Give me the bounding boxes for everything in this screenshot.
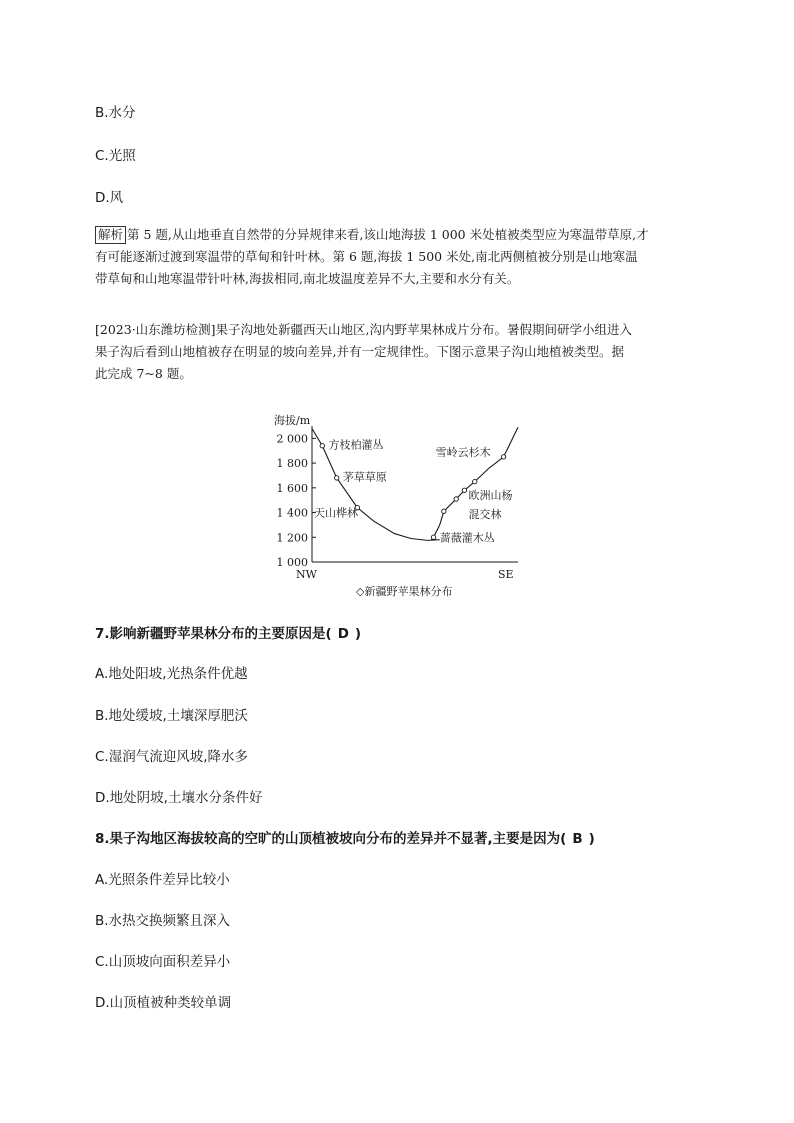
vegetation-label: 混交林 [468,507,502,521]
vegetation-label: 天山桦林 [314,506,359,520]
option-d-top: D.风 [95,190,124,206]
analysis-line: 带草甸和山地寒温带针叶林,海拔相同,南北坡温度差异不大,主要和水分有关。 [95,271,520,286]
analysis-line: 第 5 题,从山地垂直自然带的分异规律来看,该山地海拔 1 000 米处植被类型应为寒温带草原,才 [127,227,649,242]
analysis-block [95,224,695,290]
q7-option-a: A.地处阳坡,光热条件优越 [95,666,248,682]
q7-option-c: C.湿润气流迎风坡,降水多 [95,749,249,765]
option-c-top: C.光照 [95,148,136,164]
q7-option-b: B.地处缓坡,土壤深厚肥沃 [95,708,248,724]
intro-line: [2023·山东潍坊检测]果子沟地处新疆西天山地区,沟内野苹果林成片分布。暑假期间研学小组进入 [95,322,633,337]
chart-y-axis-label: 海拔/m [274,414,311,427]
question-8-number: 8. [95,831,110,847]
apple-forest-marker [442,509,446,513]
y-tick-label: 1 800 [276,457,308,471]
apple-forest-marker [335,476,339,480]
y-tick-label: 1 400 [276,506,308,520]
y-tick-label: 1 000 [276,556,308,569]
vegetation-label: 欧洲山杨 [468,489,513,503]
question-8-answer: B [572,831,583,847]
q7-option-d: D.地处阴坡,土壤水分条件好 [95,790,263,806]
apple-forest-marker [473,479,477,483]
intro-block [95,319,695,385]
apple-forest-marker [462,488,466,492]
vegetation-label: 雪岭云杉木 [435,445,491,459]
y-tick-label: 1 200 [276,531,308,545]
analysis-line: 有可能逐渐过渡到寒温带的草甸和针叶林。第 6 题,海拔 1 500 米处,南北两侧植被分别是山地寒温 [95,249,638,264]
chart-legend: ◇新疆野苹果林分布 [356,585,453,598]
chart-x-left-label: NW [296,568,317,581]
y-tick-label: 2 000 [276,432,308,446]
apple-forest-marker [320,444,324,448]
question-7-number: 7. [95,626,110,642]
vegetation-label: 蔷薇灌木丛 [439,531,495,545]
question-8-close: ) [588,831,595,847]
question-8 [95,827,595,847]
question-7 [95,622,361,642]
y-tick-label: 1 600 [276,481,308,495]
analysis-tag: 解析 [95,226,126,244]
intro-line: 此完成 7~8 题。 [95,366,192,381]
vegetation-label: 茅草草原 [342,470,387,484]
question-8-stem: 果子沟地区海拔较高的空旷的山顶植被坡向分布的差异并不显著,主要是因为( [109,831,567,847]
vegetation-label: 方枝柏灌丛 [328,438,384,452]
q8-option-c: C.山顶坡向面积差异小 [95,954,231,970]
apple-forest-marker [431,535,435,539]
question-7-stem: 影响新疆野苹果林分布的主要原因是( [109,626,332,642]
apple-forest-marker [501,455,505,459]
q8-option-b: B.水热交换频繁且深入 [95,913,231,929]
vegetation-profile-chart [260,410,540,605]
intro-line: 果子沟后看到山地植被存在明显的坡向差异,并有一定规律性。下图示意果子沟山地植被类型。据 [95,344,624,359]
option-b-top: B.水分 [95,105,136,121]
q8-option-a: A.光照条件差异比较小 [95,872,230,888]
question-7-answer: D [337,626,349,642]
chart-x-right-label: SE [498,568,514,581]
question-7-close: ) [354,626,362,642]
q8-option-d: D.山顶植被种类较单调 [95,995,232,1011]
apple-forest-marker [454,497,458,501]
